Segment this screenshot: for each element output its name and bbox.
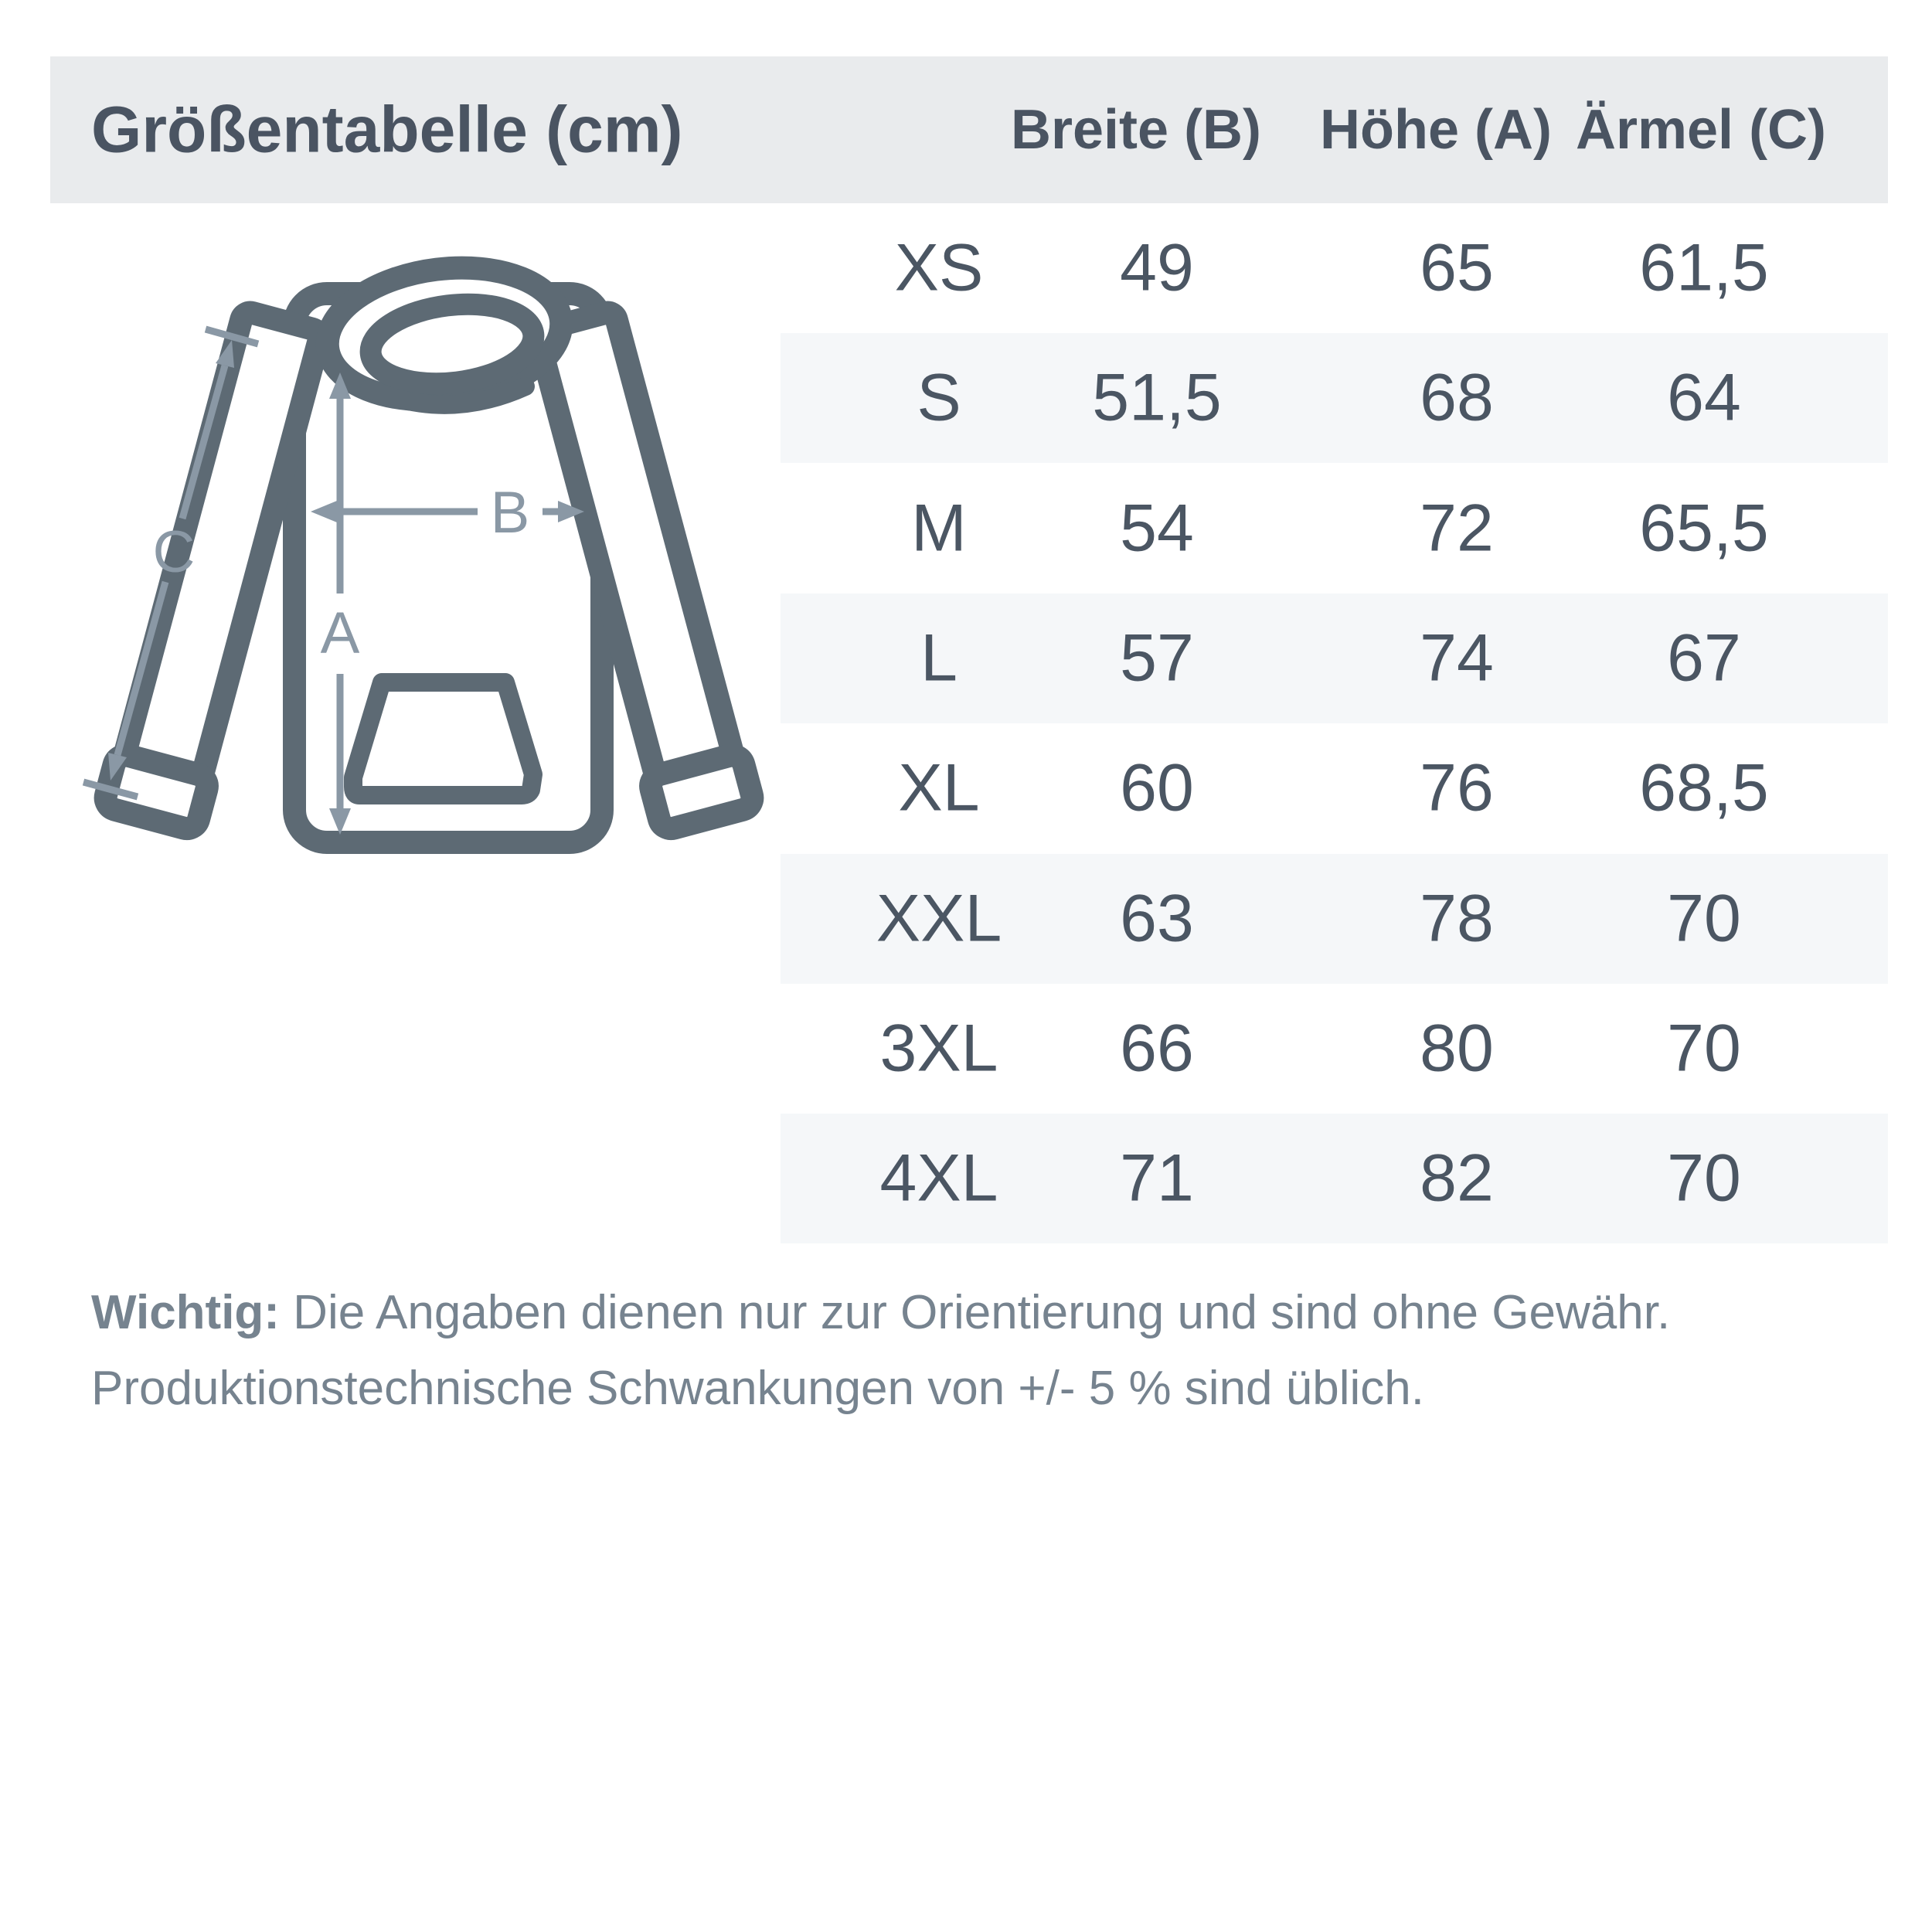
size-label: L: [920, 621, 957, 696]
dimension-b-label: B: [490, 480, 530, 546]
breite-value: 51,5: [1092, 360, 1222, 435]
footer-line-2: Produktionstechnische Schwankungen von +/- 5 % sind üblich.: [91, 1362, 1424, 1415]
hoehe-value: 82: [1420, 1141, 1494, 1216]
hoehe-value: 72: [1420, 491, 1494, 566]
breite-value: 60: [1120, 750, 1194, 825]
size-label: XL: [898, 750, 980, 825]
breite-value: 71: [1120, 1141, 1194, 1216]
aermel-value: 70: [1667, 881, 1741, 956]
size-label: M: [911, 491, 967, 566]
size-label: S: [917, 360, 961, 435]
table-row: [0, 984, 1932, 1114]
table-header-band: [50, 56, 1888, 203]
table-row: [0, 1114, 1932, 1243]
aermel-value: 70: [1667, 1141, 1741, 1216]
kangaroo-pocket: [353, 682, 533, 795]
hoehe-value: 78: [1420, 881, 1494, 956]
aermel-value: 67: [1667, 621, 1741, 696]
size-label: 3XL: [879, 1011, 998, 1086]
dimension-c-label: C: [152, 519, 196, 585]
breite-value: 66: [1120, 1011, 1194, 1086]
hoehe-value: 65: [1420, 230, 1494, 305]
hoehe-value: 80: [1420, 1011, 1494, 1086]
hoehe-value: 76: [1420, 750, 1494, 825]
size-label: 4XL: [879, 1141, 998, 1216]
hoehe-value: 74: [1420, 621, 1494, 696]
footer-bold-prefix: Wichtig:: [91, 1286, 280, 1339]
breite-value: 63: [1120, 881, 1194, 956]
breite-value: 54: [1120, 491, 1194, 566]
page-title: Größentabelle (cm): [91, 93, 683, 166]
hoehe-value: 68: [1420, 360, 1494, 435]
size-label: XS: [894, 230, 984, 305]
hoodie-diagram: [62, 193, 796, 889]
size-label: XXL: [876, 881, 1002, 956]
footer-line-1: [91, 1275, 1884, 1351]
column-header-hoehe: Höhe (A): [1320, 99, 1552, 161]
breite-value: 49: [1120, 230, 1194, 305]
aermel-value: 68,5: [1639, 750, 1769, 825]
breite-value: 57: [1120, 621, 1194, 696]
column-header-aermel: Ärmel (C): [1575, 99, 1827, 161]
column-header-breite: Breite (B): [1010, 99, 1262, 161]
footer-line-1-text: Die Angaben dienen nur zur Orientierung und sind ohne Gewähr.: [279, 1286, 1671, 1339]
aermel-value: 61,5: [1639, 230, 1769, 305]
aermel-value: 65,5: [1639, 491, 1769, 566]
footer-note: [91, 1275, 1884, 1427]
aermel-value: 70: [1667, 1011, 1741, 1086]
aermel-value: 64: [1667, 360, 1741, 435]
dimension-a-label: A: [320, 600, 360, 666]
